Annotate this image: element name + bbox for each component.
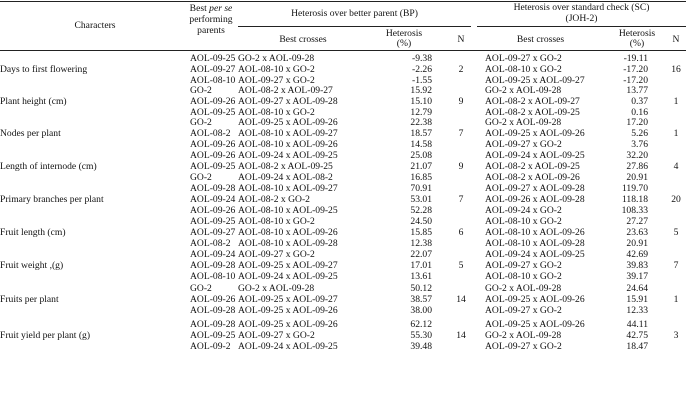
row-sc-cross: AOL-09-27 x AOL-09-28	[485, 183, 585, 194]
header-bottom-rule	[0, 50, 686, 51]
row-parent: AOL-09-28	[190, 305, 236, 316]
row-sc-value: 13.77	[626, 85, 648, 96]
row-sc-value: 5.26	[631, 128, 648, 139]
row-bp-n: 7	[458, 194, 464, 205]
bp-group-rule	[238, 26, 471, 27]
row-character: Plant height (cm)	[0, 96, 67, 107]
row-bp-value: 18.57	[410, 128, 432, 139]
row-sc-value: 42.75	[626, 330, 648, 341]
row-sc-value: 0.37	[631, 96, 648, 107]
row-bp-value: 16.85	[410, 172, 432, 183]
row-sc-cross: AOL-09-27 x GO-2	[485, 341, 562, 352]
row-bp-value: 38.00	[410, 305, 432, 316]
row-sc-value: 15.91	[626, 294, 648, 305]
row-bp-cross: GO-2 x AOL-09-28	[238, 53, 315, 64]
row-bp-cross: AOL-09-25 x AOL-09-26	[238, 319, 338, 330]
row-parent: AOL-09-25	[190, 53, 236, 64]
row-sc-value: 118.18	[621, 194, 648, 205]
row-character: Primary branches per plant	[0, 194, 104, 205]
row-bp-n: 14	[456, 294, 466, 305]
row-bp-n: 7	[458, 128, 464, 139]
row-sc-value: 39.17	[626, 271, 648, 282]
row-bp-value: 22.38	[410, 117, 432, 128]
row-sc-cross: AOL-08-2 x AOL-09-25	[485, 161, 580, 172]
row-bp-n: 9	[458, 161, 464, 172]
row-sc-value: 12.33	[626, 305, 648, 316]
row-sc-value: 23.63	[626, 227, 648, 238]
row-sc-value: 27.86	[626, 161, 648, 172]
row-bp-cross: AOL-08-10 x AOL-09-27	[238, 128, 338, 139]
header-bp-best-crosses: Best crosses	[279, 34, 327, 45]
row-parent: AOL-09-26	[190, 294, 236, 305]
row-bp-value: 12.79	[410, 107, 432, 118]
row-bp-cross: AOL-08-10 x AOL-09-28	[238, 238, 338, 249]
row-bp-cross: AOL-08-2 x GO-2	[238, 194, 310, 205]
row-character: Nodes per plant	[0, 128, 61, 139]
row-parent: GO-2	[190, 172, 212, 183]
header-bp-heterosis-1: Heterosis	[385, 28, 423, 39]
row-sc-cross: AOL-08-10 x AOL-09-28	[485, 238, 585, 249]
row-sc-cross: AOL-09-27 x GO-2	[485, 53, 562, 64]
row-parent: AOL-09-28	[190, 183, 236, 194]
header-best-parents-1: Best per se	[189, 3, 233, 14]
row-sc-cross: GO-2 x AOL-09-28	[485, 283, 562, 294]
row-character: Fruits per plant	[0, 294, 59, 305]
row-sc-value: 0.16	[631, 107, 648, 118]
row-bp-cross: AOL-08-10 x GO-2	[238, 216, 315, 227]
sc-group-rule	[477, 26, 686, 27]
row-sc-value: 108.33	[621, 205, 648, 216]
row-parent: AOL-09-2	[190, 341, 231, 352]
row-sc-cross: AOL-09-25 x AOL-09-26	[485, 319, 585, 330]
row-bp-n: 2	[458, 64, 464, 75]
row-sc-cross: AOL-09-24 x AOL-09-25	[485, 150, 585, 161]
row-bp-n: 5	[458, 260, 464, 271]
row-sc-n: 1	[673, 128, 679, 139]
row-bp-n: 14	[456, 330, 466, 341]
header-sc-heterosis-1: Heterosis	[618, 28, 656, 39]
row-sc-value: 17.20	[626, 117, 648, 128]
row-parent: GO-2	[190, 85, 212, 96]
row-parent: AOL-08-2	[190, 128, 231, 139]
row-parent: AOL-09-26	[190, 96, 236, 107]
row-bp-value: 14.58	[410, 139, 432, 150]
row-bp-value: 15.10	[410, 96, 432, 107]
row-parent: AOL-09-26	[190, 139, 236, 150]
row-sc-cross: AOL-08-2 x AOL-09-26	[485, 172, 580, 183]
row-sc-cross: AOL-09-26 x AOL-09-28	[485, 194, 585, 205]
row-sc-value: 32.20	[626, 150, 648, 161]
row-bp-cross: AOL-08-10 x AOL-09-25	[238, 205, 338, 216]
row-bp-cross: AOL-09-25 x AOL-09-27	[238, 260, 338, 271]
header-bp-n: N	[457, 34, 465, 45]
row-bp-n: 6	[458, 227, 464, 238]
row-sc-n: 16	[671, 64, 681, 75]
row-sc-cross: AOL-09-25 x AOL-09-26	[485, 128, 585, 139]
row-parent: AOL-09-26	[190, 205, 236, 216]
row-bp-value: 52.28	[410, 205, 432, 216]
row-sc-cross: AOL-09-25 x AOL-09-26	[485, 294, 585, 305]
header-best-parents-3: parents	[197, 25, 225, 36]
row-parent: AOL-09-27	[190, 64, 236, 75]
header-bp-group: Heterosis over better parent (BP)	[291, 8, 418, 19]
header-sc-group-2: (JOH-2)	[565, 13, 598, 24]
row-bp-cross: AOL-09-24 x AOL-09-25	[238, 150, 338, 161]
row-bp-value: 15.92	[410, 85, 432, 96]
row-bp-value: 55.30	[410, 330, 432, 341]
row-bp-value: 13.61	[410, 271, 432, 282]
row-sc-cross: AOL-09-25 x AOL-09-27	[485, 75, 585, 86]
row-bp-cross: AOL-08-2 x AOL-09-25	[238, 161, 333, 172]
row-bp-cross: AOL-09-27 x GO-2	[238, 330, 315, 341]
row-bp-value: -2.26	[412, 64, 432, 75]
row-bp-cross: AOL-09-25 x AOL-09-26	[238, 117, 338, 128]
header-characters: Characters	[74, 20, 116, 31]
row-bp-cross: AOL-09-24 x AOL-09-25	[238, 271, 338, 282]
row-character: Length of internode (cm)	[0, 161, 97, 172]
row-sc-value: 119.70	[621, 183, 648, 194]
row-bp-cross: AOL-08-10 x GO-2	[238, 107, 315, 118]
row-parent: GO-2	[190, 117, 212, 128]
row-sc-n: 7	[673, 260, 679, 271]
header-best-parents-2: performing	[189, 14, 233, 25]
row-bp-value: 12.38	[410, 238, 432, 249]
row-bp-cross: AOL-08-10 x GO-2	[238, 64, 315, 75]
row-bp-value: 53.01	[410, 194, 432, 205]
row-parent: AOL-09-27	[190, 227, 236, 238]
row-bp-value: -9.38	[412, 53, 432, 64]
row-sc-value: 27.27	[626, 216, 648, 227]
row-bp-value: 62.12	[410, 319, 432, 330]
row-parent: GO-2	[190, 283, 212, 294]
row-bp-cross: AOL-08-2 x AOL-09-27	[238, 85, 333, 96]
row-sc-cross: AOL-08-10 x GO-2	[485, 64, 562, 75]
row-bp-cross: GO-2 x AOL-09-28	[238, 283, 315, 294]
row-bp-value: 38.57	[410, 294, 432, 305]
row-parent: AOL-09-25	[190, 216, 236, 227]
row-sc-n: 3	[673, 330, 679, 341]
row-sc-cross: AOL-09-24 x AOL-09-25	[485, 249, 585, 260]
row-bp-n: 9	[458, 96, 464, 107]
row-bp-cross: AOL-09-27 x GO-2	[238, 75, 315, 86]
row-sc-value: 42.69	[626, 249, 648, 260]
row-parent: AOL-09-25	[190, 161, 236, 172]
row-sc-value: 39.83	[626, 260, 648, 271]
row-bp-value: 17.01	[410, 260, 432, 271]
header-sc-best-crosses: Best crosses	[516, 34, 565, 45]
row-sc-cross: GO-2 x AOL-09-28	[485, 330, 562, 341]
row-sc-n: 1	[673, 294, 679, 305]
row-sc-cross: AOL-09-24 x GO-2	[485, 205, 562, 216]
row-bp-value: -1.55	[412, 75, 432, 86]
row-bp-cross: AOL-08-10 x AOL-09-27	[238, 183, 338, 194]
header-sc-heterosis-2: (%)	[629, 38, 645, 49]
row-sc-value: 24.64	[626, 283, 648, 294]
row-sc-cross: AOL-08-10 x GO-2	[485, 216, 562, 227]
row-sc-cross: AOL-09-27 x GO-2	[485, 139, 562, 150]
row-bp-cross: AOL-09-27 x AOL-09-28	[238, 96, 338, 107]
row-parent: AOL-09-25	[190, 107, 236, 118]
row-sc-value: 20.91	[626, 238, 648, 249]
row-bp-cross: AOL-08-10 x AOL-09-26	[238, 227, 338, 238]
row-bp-cross: AOL-08-10 x AOL-09-26	[238, 139, 338, 150]
row-sc-value: 44.11	[626, 319, 648, 330]
header-bp-heterosis-2: (%)	[396, 38, 412, 49]
row-sc-cross: AOL-08-10 x AOL-09-26	[485, 227, 585, 238]
row-sc-value: 18.47	[626, 341, 648, 352]
row-parent: AOL-08-10	[190, 271, 236, 282]
row-parent: AOL-09-26	[190, 150, 236, 161]
row-bp-value: 70.91	[410, 183, 432, 194]
row-bp-value: 15.85	[410, 227, 432, 238]
row-sc-cross: GO-2 x AOL-09-28	[485, 85, 562, 96]
row-sc-cross: AOL-08-10 x GO-2	[485, 271, 562, 282]
row-bp-cross: AOL-09-25 x AOL-09-26	[238, 305, 338, 316]
row-parent: AOL-09-25	[190, 330, 236, 341]
row-bp-value: 25.08	[410, 150, 432, 161]
row-parent: AOL-09-28	[190, 260, 236, 271]
row-character: Fruit length (cm)	[0, 227, 66, 238]
row-bp-cross: AOL-09-25 x AOL-09-27	[238, 294, 338, 305]
row-bp-value: 39.48	[410, 341, 432, 352]
row-parent: AOL-09-28	[190, 319, 236, 330]
row-bp-cross: AOL-09-24 x AOL-09-25	[238, 341, 338, 352]
row-parent: AOL-08-2	[190, 238, 231, 249]
row-sc-cross: AOL-08-2 x AOL-09-27	[485, 96, 580, 107]
row-bp-value: 21.07	[410, 161, 432, 172]
row-sc-value: -19.11	[623, 53, 648, 64]
row-sc-n: 20	[671, 194, 681, 205]
row-character: Fruit yield per plant (g)	[0, 330, 91, 341]
row-parent: AOL-08-10	[190, 75, 236, 86]
row-sc-value: 3.76	[631, 139, 648, 150]
row-bp-value: 24.50	[410, 216, 432, 227]
row-bp-value: 22.07	[410, 249, 432, 260]
row-bp-cross: AOL-09-24 x AOL-08-2	[238, 172, 333, 183]
row-sc-cross: GO-2 x AOL-09-28	[485, 117, 562, 128]
row-sc-value: -17.20	[623, 64, 648, 75]
row-sc-n: 5	[673, 227, 679, 238]
row-sc-cross: AOL-08-2 x AOL-09-25	[485, 107, 580, 118]
row-parent: AOL-09-24	[190, 194, 236, 205]
row-sc-n: 1	[673, 96, 679, 107]
row-sc-n: 4	[673, 161, 679, 172]
header-sc-n: N	[672, 34, 680, 45]
row-sc-cross: AOL-09-27 x GO-2	[485, 260, 562, 271]
header-sc-group-1: Heterosis over standard check (SC)	[513, 2, 650, 13]
row-bp-value: 50.12	[410, 283, 432, 294]
row-sc-value: -17.20	[623, 75, 648, 86]
row-parent: AOL-09-24	[190, 249, 236, 260]
row-sc-cross: AOL-09-27 x GO-2	[485, 305, 562, 316]
row-sc-value: 20.91	[626, 172, 648, 183]
row-character: Days to first flowering	[0, 64, 88, 75]
row-bp-cross: AOL-09-27 x GO-2	[238, 249, 315, 260]
row-character: Fruit weight ,(g)	[0, 260, 64, 271]
